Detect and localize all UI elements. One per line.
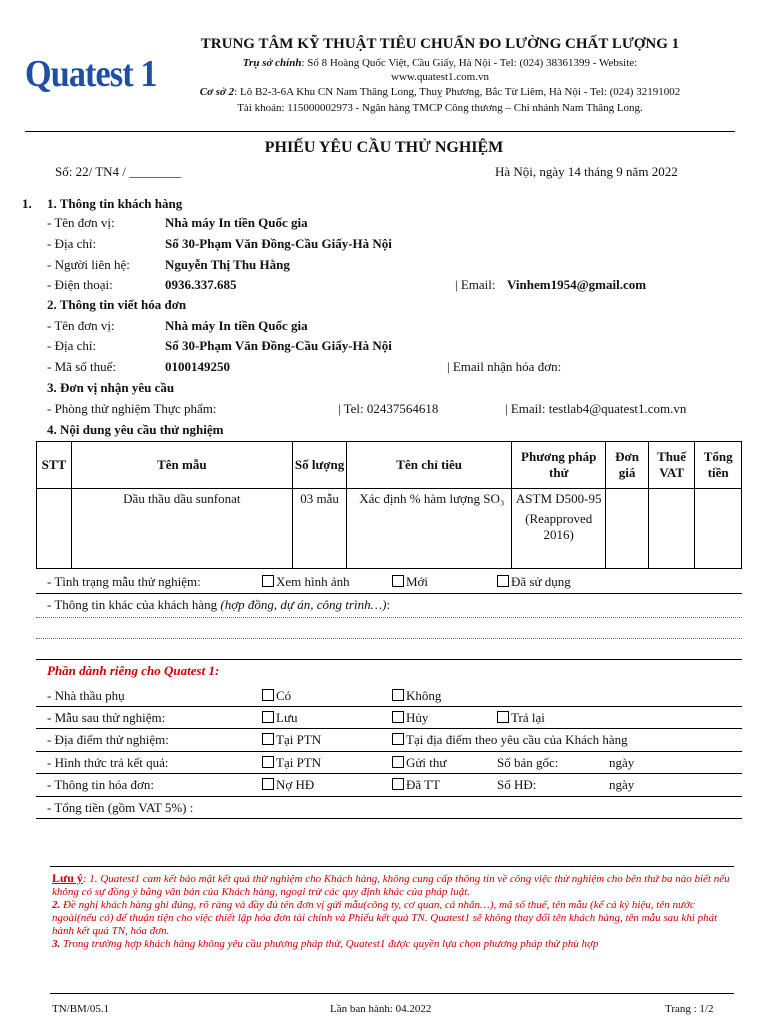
receiver-lab: - Phòng thử nghiệm Thực phẩm: <box>47 401 217 416</box>
method-note: (Reapproved 2016) <box>525 511 593 542</box>
customer-unit: Nhà máy In tiền Quốc gia <box>165 215 308 230</box>
opt-result-lab[interactable] <box>262 755 321 771</box>
customer-heading: 1. Thông tin khách hàng <box>47 196 183 211</box>
invoice-unit-label: - Tên đơn vị: <box>47 318 115 333</box>
option-label: Có <box>276 688 292 703</box>
checkbox[interactable] <box>392 575 404 587</box>
receiver-heading: 3. Đơn vị nhận yêu cầu <box>47 380 175 395</box>
issue-version: Lần ban hành: 04.2022 <box>330 1003 432 1015</box>
form-code: TN/BM/05.1 <box>52 1003 110 1015</box>
opt-sample-return[interactable] <box>497 710 545 726</box>
opt-invoice-debt[interactable] <box>262 777 314 793</box>
opt-invoice-paid[interactable] <box>392 777 440 793</box>
customer-contact: Nguyễn Thị Thu Hằng <box>165 257 290 272</box>
notes <box>52 872 734 951</box>
checkbox[interactable] <box>392 756 404 768</box>
opt-result-mail[interactable] <box>392 755 446 771</box>
note-1-number: : 1. <box>82 873 98 885</box>
divider <box>36 659 742 660</box>
request-table <box>36 441 742 569</box>
dotted-line <box>36 617 742 618</box>
invoice-email-label: | Email nhận hóa đơn: <box>447 359 562 374</box>
opt-location-customer[interactable] <box>392 732 628 748</box>
cell-price <box>606 489 649 569</box>
opt-subcontractor-no[interactable] <box>392 688 441 704</box>
option-label: Tại PTN <box>276 755 322 770</box>
customer-unit-label: - Tên đơn vị: <box>47 215 115 230</box>
checkbox[interactable] <box>262 711 274 723</box>
sample-status-label: - Tình trạng mẫu thử nghiệm: <box>47 574 201 589</box>
col-qty: Số lượng <box>292 442 346 489</box>
divider <box>36 751 742 752</box>
checkbox[interactable] <box>262 689 274 701</box>
opt-subcontractor-yes[interactable] <box>262 688 291 704</box>
receiver-email: | Email: testlab4@quatest1.com.vn <box>505 401 687 416</box>
option-label: Gửi thư <box>406 755 447 770</box>
col-sample: Tên mẫu <box>71 442 292 489</box>
divider <box>36 593 742 594</box>
cell-sample: Dầu thầu dầu sunfonat <box>71 489 292 569</box>
checkbox[interactable] <box>262 575 274 587</box>
cell-indicator: Xác định % hàm lượng SO₃ <box>347 489 512 569</box>
status-option-new[interactable] <box>392 574 428 590</box>
invoice-tax: 0100149250 <box>165 359 230 374</box>
internal-heading: Phần dành riêng cho Quatest 1: <box>47 663 220 678</box>
customer-phone: 0936.337.685 <box>165 277 237 292</box>
note-3-number: 3. <box>52 938 61 950</box>
request-number: Số: 22/ TN4 / ________ <box>55 164 182 179</box>
cell-method <box>512 489 606 569</box>
col-price: Đơn giá <box>606 442 649 489</box>
option-label: Nợ HĐ <box>276 777 315 792</box>
option-label: Không <box>406 688 442 703</box>
method-standard: ASTM D500-95 <box>515 491 602 506</box>
option-label: Tại địa điểm theo yêu cầu của Khách hàng <box>406 732 628 747</box>
option-label: Đã sử dụng <box>511 574 571 589</box>
notes-label: Lưu ý <box>52 871 83 885</box>
customer-email-label: | Email: <box>455 277 496 292</box>
branch-line <box>150 86 730 99</box>
quatest-logo: Quatest 1 <box>25 53 157 95</box>
option-label: Mới <box>406 574 429 589</box>
hq-line <box>150 57 730 70</box>
original-copies-label: Số bản gốc: <box>497 755 559 770</box>
bank-account: Tài khoản: 115000002973 - Ngân hàng TMCP Công thương – Chi nhánh Nam Thăng Long. <box>237 102 643 114</box>
internal-label: - Thông tin hóa đơn: <box>47 777 155 792</box>
col-method: Phương pháp thử <box>512 442 606 489</box>
org-name: TRUNG TÂM KỸ THUẬT TIÊU CHUẨN ĐO LƯỜNG CHẤT LƯỢNG 1 <box>200 36 680 52</box>
section-list-number: 1. <box>22 196 32 211</box>
invoice-unit: Nhà máy In tiền Quốc gia <box>165 318 308 333</box>
option-label: Lưu <box>276 710 298 725</box>
internal-label: - Địa điểm thử nghiệm: <box>47 732 169 747</box>
invoice-address-label: - Địa chỉ: <box>47 338 97 353</box>
col-indicator: Tên chỉ tiêu <box>347 442 512 489</box>
original-copies-date: ngày <box>609 755 635 770</box>
other-info <box>47 597 390 613</box>
divider <box>36 818 742 819</box>
hq-text: : Số 8 Hoàng Quốc Việt, Cầu Giấy, Hà Nội - Tel: (024) 38361399 - Website: <box>301 57 638 69</box>
opt-location-lab[interactable] <box>262 732 321 748</box>
option-label: Đã TT <box>406 777 441 792</box>
cell-total <box>695 489 742 569</box>
total-amount-label: - Tổng tiền (gồm VAT 5%) : <box>47 800 194 815</box>
other-info-hint: (hợp đồng, dự án, công trình…) <box>220 597 387 612</box>
customer-address-label: - Địa chỉ: <box>47 236 97 251</box>
document-title: PHIẾU YÊU CẦU THỬ NGHIỆM <box>264 139 504 156</box>
checkbox[interactable] <box>262 778 274 790</box>
checkbox[interactable] <box>497 575 509 587</box>
option-label: Hủy <box>406 710 429 725</box>
invoice-number-date: ngày <box>609 777 635 792</box>
internal-label: - Hình thức trả kết quả: <box>47 755 169 770</box>
cell-vat <box>648 489 695 569</box>
note-1: Quatest1 cam kết bảo mật kết quả thử nghiệm cho Khách hàng, không cung cấp thông tin về công việc thử nghiệm cho bên thứ ba nào biết nếu không có sự đồng ý bằng văn bản của Khách hàng, ngoại trừ các quy định khác của pháp luật. <box>52 873 730 898</box>
customer-contact-label: - Người liên hệ: <box>47 257 130 272</box>
col-stt: STT <box>37 442 72 489</box>
branch-text: : Lô B2-3-6A Khu CN Nam Thăng Long, Thuỵ Phương, Bắc Từ Liêm, Hà Nội - Tel: (024) 32191002 <box>234 86 681 98</box>
cell-qty: 03 mẫu <box>292 489 346 569</box>
table-row <box>37 489 742 569</box>
checkbox[interactable] <box>392 711 404 723</box>
internal-label: - Nhà thầu phụ <box>47 688 125 703</box>
checkbox[interactable] <box>392 733 404 745</box>
opt-sample-destroy[interactable] <box>392 710 428 726</box>
request-heading: 4. Nội dung yêu cầu thử nghiệm <box>47 422 224 437</box>
status-option-image[interactable] <box>262 574 350 590</box>
customer-address: Số 30-Phạm Văn Đồng-Cầu Giấy-Hà Nội <box>165 236 392 251</box>
status-option-used[interactable] <box>497 574 571 590</box>
checkbox[interactable] <box>262 733 274 745</box>
footer-divider <box>50 993 734 994</box>
invoice-tax-label: - Mã số thuế: <box>47 359 116 374</box>
invoice-heading: 2. Thông tin viết hóa đơn <box>47 297 187 312</box>
cell-stt <box>37 489 72 569</box>
branch-label: Cơ sở 2 <box>199 86 235 98</box>
customer-phone-label: - Điện thoại: <box>47 277 113 292</box>
hq-label: Trụ sở chính <box>242 57 302 69</box>
checkbox[interactable] <box>392 778 404 790</box>
other-info-colon: : <box>386 597 391 612</box>
checkbox[interactable] <box>392 689 404 701</box>
checkbox[interactable] <box>262 756 274 768</box>
opt-sample-keep[interactable] <box>262 710 298 726</box>
note-3: Trong trường hợp khách hàng không yêu cầu phương pháp thử, Quatest1 được quyền lựa chọn phương pháp thử phù hợp <box>60 938 599 950</box>
option-label: Tại PTN <box>276 732 322 747</box>
note-2: Đề nghị khách hàng ghi đúng, rõ ràng và đầy đủ tên đơn vị gửi mẫu(công ty, cơ quan, cá nhân…), mã số thuế, tên mẫu (kể cả ký hiệu, tên nước ngoài(nếu có) để thuận tiện cho việc thiết lập hóa đơn tài chính và Phiếu kết quả TN. Quatest1 sẽ không thay đổi tên khách hàng, tên mẫu sau khi phát hành kết quả TN, hóa đơn. <box>52 899 718 937</box>
option-label: Trả lại <box>511 710 545 725</box>
divider <box>36 728 742 729</box>
page-number: Trang : 1/2 <box>665 1003 714 1015</box>
divider <box>36 796 742 797</box>
request-date: Hà Nội, ngày 14 tháng 9 năm 2022 <box>495 164 678 179</box>
customer-email: Vinhem1954@gmail.com <box>507 277 647 292</box>
col-vat: Thuế VAT <box>648 442 695 489</box>
divider <box>36 773 742 774</box>
notes-divider <box>50 866 734 867</box>
col-total: Tổng tiền <box>695 442 742 489</box>
header-divider <box>25 131 735 132</box>
receiver-tel: | Tel: 02437564618 <box>338 401 439 416</box>
dotted-line <box>36 638 742 639</box>
checkbox[interactable] <box>497 711 509 723</box>
other-info-label: - Thông tin khác của khách hàng <box>47 597 218 612</box>
divider <box>36 706 742 707</box>
internal-label: - Mẫu sau thử nghiệm: <box>47 710 166 725</box>
website: www.quatest1.com.vn <box>391 71 489 83</box>
invoice-address: Số 30-Phạm Văn Đồng-Cầu Giấy-Hà Nội <box>165 338 392 353</box>
option-label: Xem hình ảnh <box>276 574 350 589</box>
note-2-number: 2. <box>52 899 61 911</box>
invoice-number-label: Số HĐ: <box>497 777 537 792</box>
